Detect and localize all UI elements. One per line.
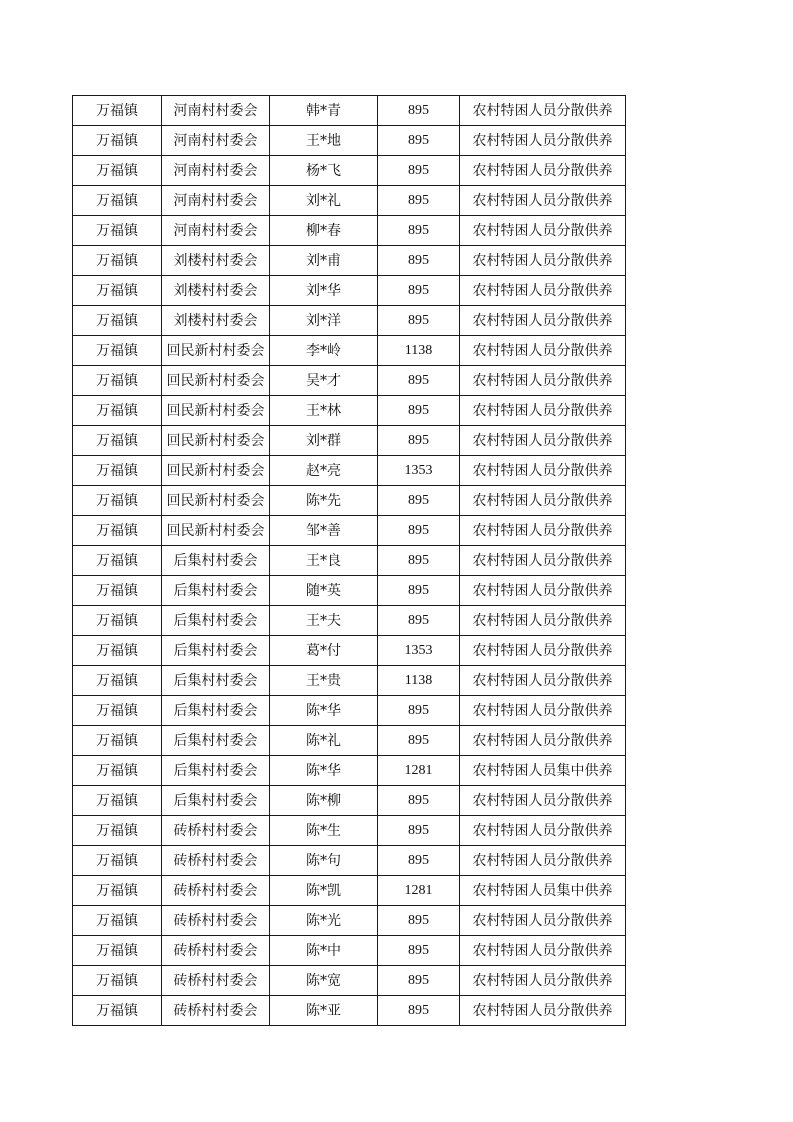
town-cell: 万福镇 (73, 756, 162, 786)
village-cell: 河南村村委会 (162, 186, 270, 216)
table-row (73, 246, 626, 276)
table-row (73, 606, 626, 636)
town-cell: 万福镇 (73, 246, 162, 276)
support-type-cell: 农村特困人员分散供养 (460, 186, 626, 216)
town-cell: 万福镇 (73, 696, 162, 726)
support-type-cell: 农村特困人员分散供养 (460, 666, 626, 696)
village-cell: 后集村村委会 (162, 606, 270, 636)
table-row (73, 336, 626, 366)
support-type-cell: 农村特困人员分散供养 (460, 696, 626, 726)
person-name-cell: 吴*才 (270, 366, 378, 396)
support-type-cell: 农村特困人员分散供养 (460, 936, 626, 966)
amount-cell: 895 (378, 96, 460, 126)
table-row (73, 546, 626, 576)
table-row (73, 516, 626, 546)
person-name-cell: 陈*先 (270, 486, 378, 516)
table-row (73, 966, 626, 996)
support-type-cell: 农村特困人员分散供养 (460, 366, 626, 396)
amount-cell: 895 (378, 576, 460, 606)
person-name-cell: 陈*亚 (270, 996, 378, 1026)
village-cell: 刘楼村村委会 (162, 246, 270, 276)
table-row (73, 306, 626, 336)
amount-cell: 895 (378, 426, 460, 456)
amount-cell: 895 (378, 186, 460, 216)
support-type-cell: 农村特困人员分散供养 (460, 726, 626, 756)
support-type-cell: 农村特困人员分散供养 (460, 246, 626, 276)
town-cell: 万福镇 (73, 636, 162, 666)
person-name-cell: 王*地 (270, 126, 378, 156)
person-name-cell: 王*贵 (270, 666, 378, 696)
town-cell: 万福镇 (73, 396, 162, 426)
village-cell: 砖桥村村委会 (162, 876, 270, 906)
amount-cell: 1281 (378, 876, 460, 906)
support-type-cell: 农村特困人员分散供养 (460, 336, 626, 366)
person-name-cell: 柳*春 (270, 216, 378, 246)
support-type-cell: 农村特困人员分散供养 (460, 846, 626, 876)
village-cell: 刘楼村村委会 (162, 276, 270, 306)
table-row (73, 696, 626, 726)
amount-cell: 895 (378, 546, 460, 576)
town-cell: 万福镇 (73, 546, 162, 576)
town-cell: 万福镇 (73, 156, 162, 186)
support-type-cell: 农村特困人员集中供养 (460, 756, 626, 786)
support-type-cell: 农村特困人员分散供养 (460, 516, 626, 546)
support-type-cell: 农村特困人员分散供养 (460, 816, 626, 846)
town-cell: 万福镇 (73, 786, 162, 816)
amount-cell: 895 (378, 306, 460, 336)
village-cell: 后集村村委会 (162, 666, 270, 696)
village-cell: 后集村村委会 (162, 756, 270, 786)
person-name-cell: 杨*飞 (270, 156, 378, 186)
town-cell: 万福镇 (73, 816, 162, 846)
support-type-cell: 农村特困人员分散供养 (460, 306, 626, 336)
village-cell: 后集村村委会 (162, 576, 270, 606)
town-cell: 万福镇 (73, 906, 162, 936)
village-cell: 河南村村委会 (162, 156, 270, 186)
town-cell: 万福镇 (73, 456, 162, 486)
town-cell: 万福镇 (73, 366, 162, 396)
amount-cell: 1138 (378, 666, 460, 696)
village-cell: 河南村村委会 (162, 96, 270, 126)
town-cell: 万福镇 (73, 276, 162, 306)
town-cell: 万福镇 (73, 936, 162, 966)
table-row (73, 636, 626, 666)
amount-cell: 1353 (378, 636, 460, 666)
person-name-cell: 刘*洋 (270, 306, 378, 336)
person-name-cell: 陈*柳 (270, 786, 378, 816)
person-name-cell: 陈*光 (270, 906, 378, 936)
amount-cell: 895 (378, 996, 460, 1026)
person-name-cell: 陈*凯 (270, 876, 378, 906)
support-type-cell: 农村特困人员分散供养 (460, 606, 626, 636)
village-cell: 砖桥村村委会 (162, 996, 270, 1026)
amount-cell: 895 (378, 276, 460, 306)
support-type-cell: 农村特困人员分散供养 (460, 486, 626, 516)
table-row (73, 366, 626, 396)
table-row (73, 786, 626, 816)
table-row (73, 426, 626, 456)
support-type-cell: 农村特困人员分散供养 (460, 276, 626, 306)
support-type-cell: 农村特困人员分散供养 (460, 546, 626, 576)
person-name-cell: 王*良 (270, 546, 378, 576)
support-type-cell: 农村特困人员分散供养 (460, 966, 626, 996)
amount-cell: 1281 (378, 756, 460, 786)
amount-cell: 895 (378, 126, 460, 156)
person-name-cell: 随*英 (270, 576, 378, 606)
table-row (73, 936, 626, 966)
village-cell: 后集村村委会 (162, 636, 270, 666)
support-type-cell: 农村特困人员分散供养 (460, 996, 626, 1026)
support-type-cell: 农村特困人员分散供养 (460, 456, 626, 486)
table-row (73, 396, 626, 426)
amount-cell: 895 (378, 816, 460, 846)
support-type-cell: 农村特困人员分散供养 (460, 906, 626, 936)
village-cell: 后集村村委会 (162, 726, 270, 756)
amount-cell: 895 (378, 936, 460, 966)
village-cell: 回民新村村委会 (162, 366, 270, 396)
table-row (73, 996, 626, 1026)
amount-cell: 895 (378, 216, 460, 246)
table-row (73, 186, 626, 216)
table-row (73, 816, 626, 846)
town-cell: 万福镇 (73, 126, 162, 156)
support-type-cell: 农村特困人员分散供养 (460, 576, 626, 606)
town-cell: 万福镇 (73, 96, 162, 126)
support-type-cell: 农村特困人员分散供养 (460, 156, 626, 186)
town-cell: 万福镇 (73, 876, 162, 906)
person-name-cell: 刘*群 (270, 426, 378, 456)
amount-cell: 1353 (378, 456, 460, 486)
person-name-cell: 陈*华 (270, 696, 378, 726)
amount-cell: 895 (378, 366, 460, 396)
village-cell: 刘楼村村委会 (162, 306, 270, 336)
village-cell: 后集村村委会 (162, 546, 270, 576)
support-type-cell: 农村特困人员集中供养 (460, 876, 626, 906)
village-cell: 砖桥村村委会 (162, 966, 270, 996)
table-row (73, 156, 626, 186)
person-name-cell: 赵*亮 (270, 456, 378, 486)
person-name-cell: 陈*华 (270, 756, 378, 786)
amount-cell: 895 (378, 606, 460, 636)
town-cell: 万福镇 (73, 996, 162, 1026)
town-cell: 万福镇 (73, 186, 162, 216)
person-name-cell: 王*夫 (270, 606, 378, 636)
amount-cell: 895 (378, 966, 460, 996)
table-row (73, 276, 626, 306)
amount-cell: 895 (378, 726, 460, 756)
amount-cell: 895 (378, 696, 460, 726)
table-row (73, 906, 626, 936)
amount-cell: 895 (378, 786, 460, 816)
amount-cell: 895 (378, 486, 460, 516)
village-cell: 河南村村委会 (162, 216, 270, 246)
person-name-cell: 刘*华 (270, 276, 378, 306)
person-name-cell: 邹*善 (270, 516, 378, 546)
person-name-cell: 陈*中 (270, 936, 378, 966)
table-row (73, 876, 626, 906)
person-name-cell: 陈*礼 (270, 726, 378, 756)
town-cell: 万福镇 (73, 516, 162, 546)
village-cell: 回民新村村委会 (162, 426, 270, 456)
town-cell: 万福镇 (73, 606, 162, 636)
roster-table-body (73, 96, 626, 1026)
table-row (73, 126, 626, 156)
village-cell: 砖桥村村委会 (162, 906, 270, 936)
table-row (73, 726, 626, 756)
village-cell: 砖桥村村委会 (162, 936, 270, 966)
town-cell: 万福镇 (73, 336, 162, 366)
person-name-cell: 韩*青 (270, 96, 378, 126)
table-row (73, 486, 626, 516)
amount-cell: 895 (378, 156, 460, 186)
amount-cell: 895 (378, 396, 460, 426)
support-type-cell: 农村特困人员分散供养 (460, 216, 626, 246)
village-cell: 后集村村委会 (162, 786, 270, 816)
table-row (73, 576, 626, 606)
support-type-cell: 农村特困人员分散供养 (460, 636, 626, 666)
person-name-cell: 刘*礼 (270, 186, 378, 216)
person-name-cell: 刘*甫 (270, 246, 378, 276)
town-cell: 万福镇 (73, 486, 162, 516)
village-cell: 河南村村委会 (162, 126, 270, 156)
village-cell: 回民新村村委会 (162, 336, 270, 366)
town-cell: 万福镇 (73, 846, 162, 876)
person-name-cell: 陈*生 (270, 816, 378, 846)
village-cell: 回民新村村委会 (162, 516, 270, 546)
village-cell: 回民新村村委会 (162, 456, 270, 486)
table-row (73, 666, 626, 696)
person-name-cell: 李*岭 (270, 336, 378, 366)
town-cell: 万福镇 (73, 576, 162, 606)
town-cell: 万福镇 (73, 726, 162, 756)
table-row (73, 96, 626, 126)
table-row (73, 456, 626, 486)
town-cell: 万福镇 (73, 966, 162, 996)
person-name-cell: 王*林 (270, 396, 378, 426)
town-cell: 万福镇 (73, 666, 162, 696)
support-type-cell: 农村特困人员分散供养 (460, 426, 626, 456)
person-name-cell: 葛*付 (270, 636, 378, 666)
town-cell: 万福镇 (73, 306, 162, 336)
village-cell: 回民新村村委会 (162, 396, 270, 426)
support-type-cell: 农村特困人员分散供养 (460, 96, 626, 126)
table-row (73, 756, 626, 786)
person-name-cell: 陈*句 (270, 846, 378, 876)
person-name-cell: 陈*宽 (270, 966, 378, 996)
village-cell: 砖桥村村委会 (162, 846, 270, 876)
amount-cell: 895 (378, 246, 460, 276)
amount-cell: 895 (378, 516, 460, 546)
village-cell: 砖桥村村委会 (162, 816, 270, 846)
town-cell: 万福镇 (73, 426, 162, 456)
amount-cell: 1138 (378, 336, 460, 366)
support-type-cell: 农村特困人员分散供养 (460, 396, 626, 426)
support-type-cell: 农村特困人员分散供养 (460, 786, 626, 816)
village-cell: 回民新村村委会 (162, 486, 270, 516)
table-row (73, 216, 626, 246)
town-cell: 万福镇 (73, 216, 162, 246)
support-type-cell: 农村特困人员分散供养 (460, 126, 626, 156)
table-row (73, 846, 626, 876)
roster-table (72, 95, 626, 1026)
amount-cell: 895 (378, 906, 460, 936)
amount-cell: 895 (378, 846, 460, 876)
village-cell: 后集村村委会 (162, 696, 270, 726)
